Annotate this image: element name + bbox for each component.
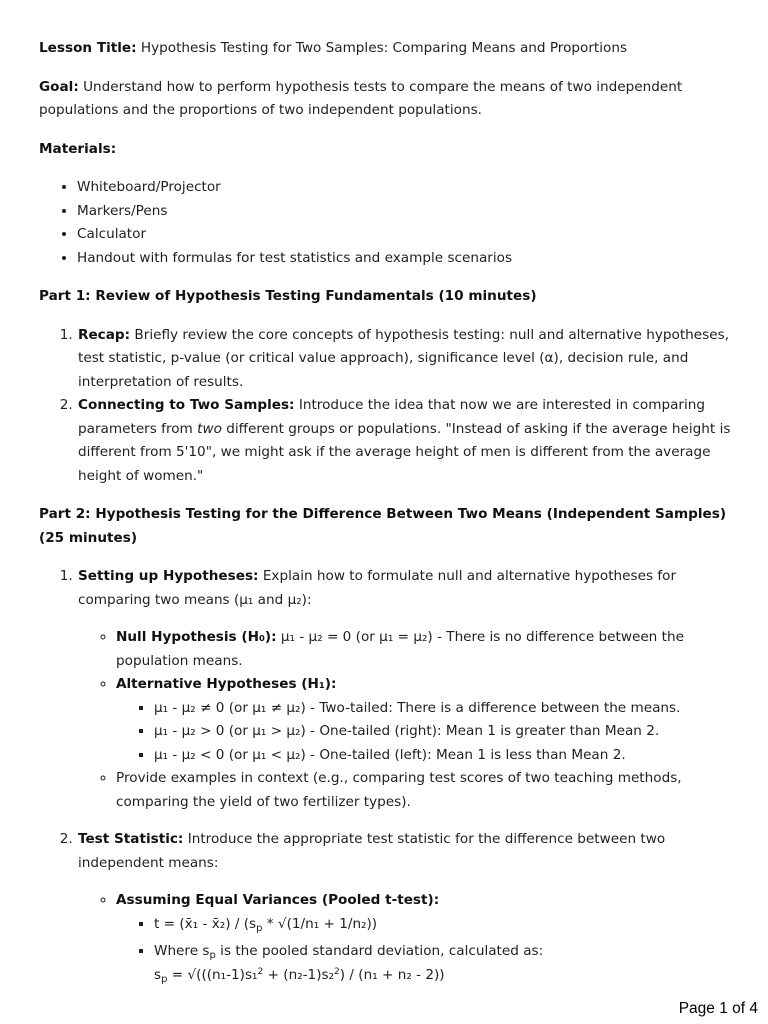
- alt-hypotheses-list: [116, 697, 739, 768]
- goal-label: Goal:: [39, 78, 79, 95]
- list-item: [116, 673, 739, 767]
- alt-label: Alternative Hypotheses (H₁):: [116, 676, 337, 692]
- pooled-label: Assuming Equal Variances (Pooled t-test):: [116, 892, 440, 908]
- part1-list: [39, 324, 739, 489]
- test-statistic-list: [78, 889, 739, 987]
- list-item: 2. Connecting to Two Samples: Introduce the idea that now we are interested in comparing parameters from two different groups or populations. "Instead of asking if the average height is different from 5'10", we might ask if the average height of men is different from the average height of women.": [77, 394, 739, 488]
- list-item: ◦ Provide examples in context (e.g., comparing test scores of two teaching methods, comparing the yield of two fertilizer types).: [116, 767, 739, 814]
- list-item: • Calculator: [77, 223, 739, 247]
- null-label: Null Hypothesis (H₀):: [116, 629, 277, 645]
- lesson-title-label: Lesson Title:: [39, 40, 137, 56]
- part1-heading: Part 1: Review of Hypothesis Testing Fundamentals (10 minutes): [39, 288, 537, 304]
- recap-text: Briefly review the core concepts of hypothesis testing: null and alternative hypotheses, test statistic, p-value (or critical value approach), significance level (α), decision rule, and interpretation of results.: [78, 326, 730, 390]
- recap-label: Recap:: [78, 326, 131, 343]
- setup-label: Setting up Hypotheses:: [78, 568, 259, 584]
- hypotheses-list: [78, 626, 739, 814]
- list-item: [116, 889, 739, 987]
- formula-t: ▪ t = (x̄₁ - x̄₂) / $(s_p * √(1/n_1 + 1/n_2))$: [154, 913, 739, 937]
- list-item: • Whiteboard/Projector: [77, 176, 739, 200]
- connecting-label: Connecting to Two Samples:: [78, 397, 295, 413]
- list-item: ▪ μ₁ - μ₂ ≠ 0 (or μ₁ ≠ μ₂) - Two-tailed: There is a difference between the means.: [154, 697, 739, 721]
- lesson-title: [39, 37, 739, 61]
- list-item: ▪ μ₁ - μ₂ > 0 (or μ₁ > μ₂) - One-tailed (right): Mean 1 is greater than Mean 2.: [154, 720, 739, 744]
- list-item: ◦ Null Hypothesis (H₀): μ₁ - μ₂ = 0 (or μ₁ = μ₂) - There is no difference between the population means.: [116, 626, 739, 673]
- document-page: [39, 37, 739, 1002]
- emphasis-two: two: [197, 420, 222, 437]
- part2-list: [39, 565, 739, 987]
- setup-text: Explain how to formulate null and alternative hypotheses for comparing two means (μ₁ and μ₂):: [78, 568, 677, 608]
- pooled-formula-list: [116, 913, 739, 988]
- goal-text: Understand how to perform hypothesis tests to compare the means of two independent populations and the proportions of two independent populations.: [39, 78, 683, 118]
- list-item: ▪ μ₁ - μ₂ < 0 (or μ₁ < μ₂) - One-tailed (left): Mean 1 is less than Mean 2.: [154, 744, 739, 768]
- lesson-title-text: Hypothesis Testing for Two Samples: Comparing Means and Proportions: [140, 40, 628, 56]
- part2-heading: Part 2: Hypothesis Testing for the Difference Between Two Means (Independent Samples) (25 minutes): [39, 506, 727, 546]
- list-item: [77, 565, 739, 814]
- list-item: [77, 324, 739, 395]
- formula-sp: ▪ Where $s_p$ is the pooled standard deviation, calculated as: $s_p = √(((n_1-1)s_1^2 + (n_2-1)s_2^2) / (n_1 + n_2 - 2))$: [154, 940, 739, 987]
- list-item: 2. Test Statistic: Introduce the appropriate test statistic for the difference between two independent means: ◦ Assuming Equal Variances (Pooled t-test): ▪ t = (x̄₁ - x̄₂) / $(s_p * √(1/n_1 + 1/n_2))$ ▪ Where $s_p$ is the pooled standard deviation, calculated as: $s_p = √(((n_1-1)s_1^2 + (n_2-1)s_2^2) / (n_1 + n_2 - 2))$: [77, 828, 739, 987]
- materials-list: [39, 176, 739, 270]
- goal: [39, 76, 739, 123]
- page-number: Page 1 of 4: [678, 1000, 758, 1017]
- list-item: • Markers/Pens: [77, 200, 739, 224]
- stat-label: Test Statistic:: [78, 831, 184, 847]
- list-item: • Handout with formulas for test statistics and example scenarios: [77, 247, 739, 271]
- materials-heading: Materials:: [39, 140, 117, 157]
